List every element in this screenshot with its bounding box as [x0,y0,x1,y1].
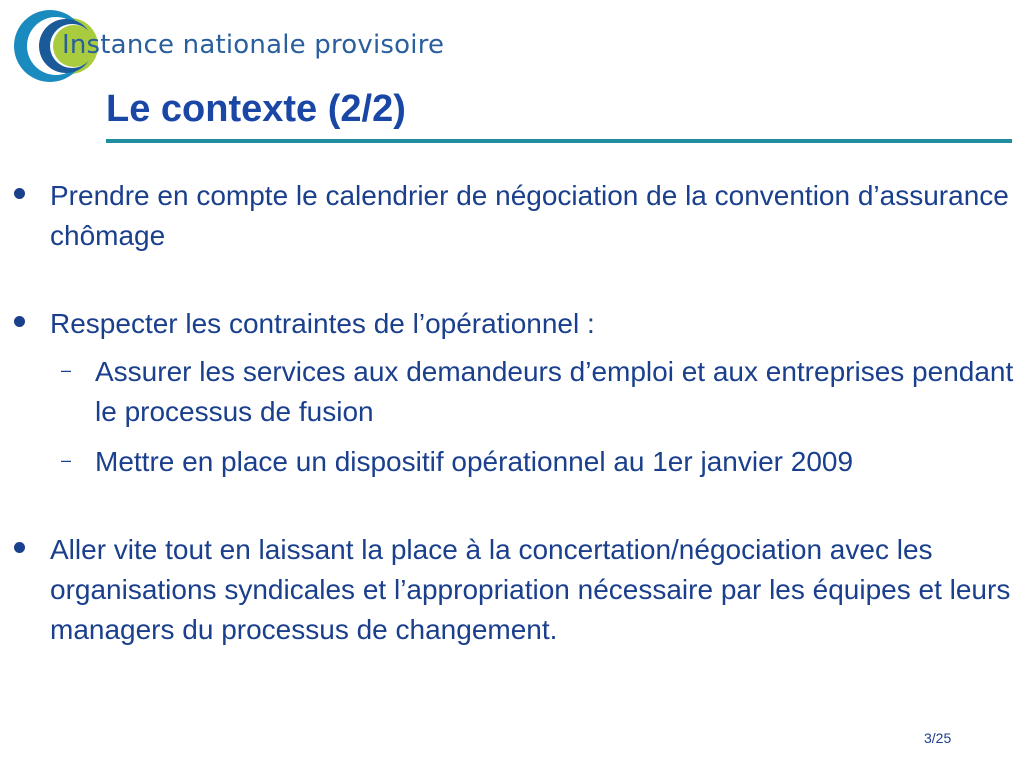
dash-marker: – [61,450,72,470]
sub-bullet-item [61,442,1014,482]
sub-bullet-item [61,352,1014,432]
slide-content [14,176,1014,650]
bullet-item [14,304,1014,344]
dash-marker: – [61,360,72,380]
organization-name: Instance nationale provisoire [62,30,445,60]
page-number: 3/25 [924,730,952,746]
bullet-icon [14,188,25,199]
bullet-text: Respecter les contraintes de l’opérationnel : [50,308,595,339]
bullet-icon [14,316,25,327]
bullet-icon [14,542,25,553]
sub-bullet-text: Assurer les services aux demandeurs d’emploi et aux entreprises pendant le processus de fusion [95,356,1014,427]
sub-bullet-text: Mettre en place un dispositif opérationnel au 1er janvier 2009 [95,446,854,477]
bullet-item [14,530,1014,650]
bullet-text: Prendre en compte le calendrier de négociation de la convention d’assurance chômage [50,180,1009,251]
bullet-item [14,176,1014,256]
slide-title: Le contexte (2/2) [106,88,406,130]
title-divider [106,139,1012,143]
bullet-text: Aller vite tout en laissant la place à la concertation/négociation avec les organisations syndicales et l’appropriation nécessaire par les équipes et leurs managers du processus de changement. [50,534,1011,645]
